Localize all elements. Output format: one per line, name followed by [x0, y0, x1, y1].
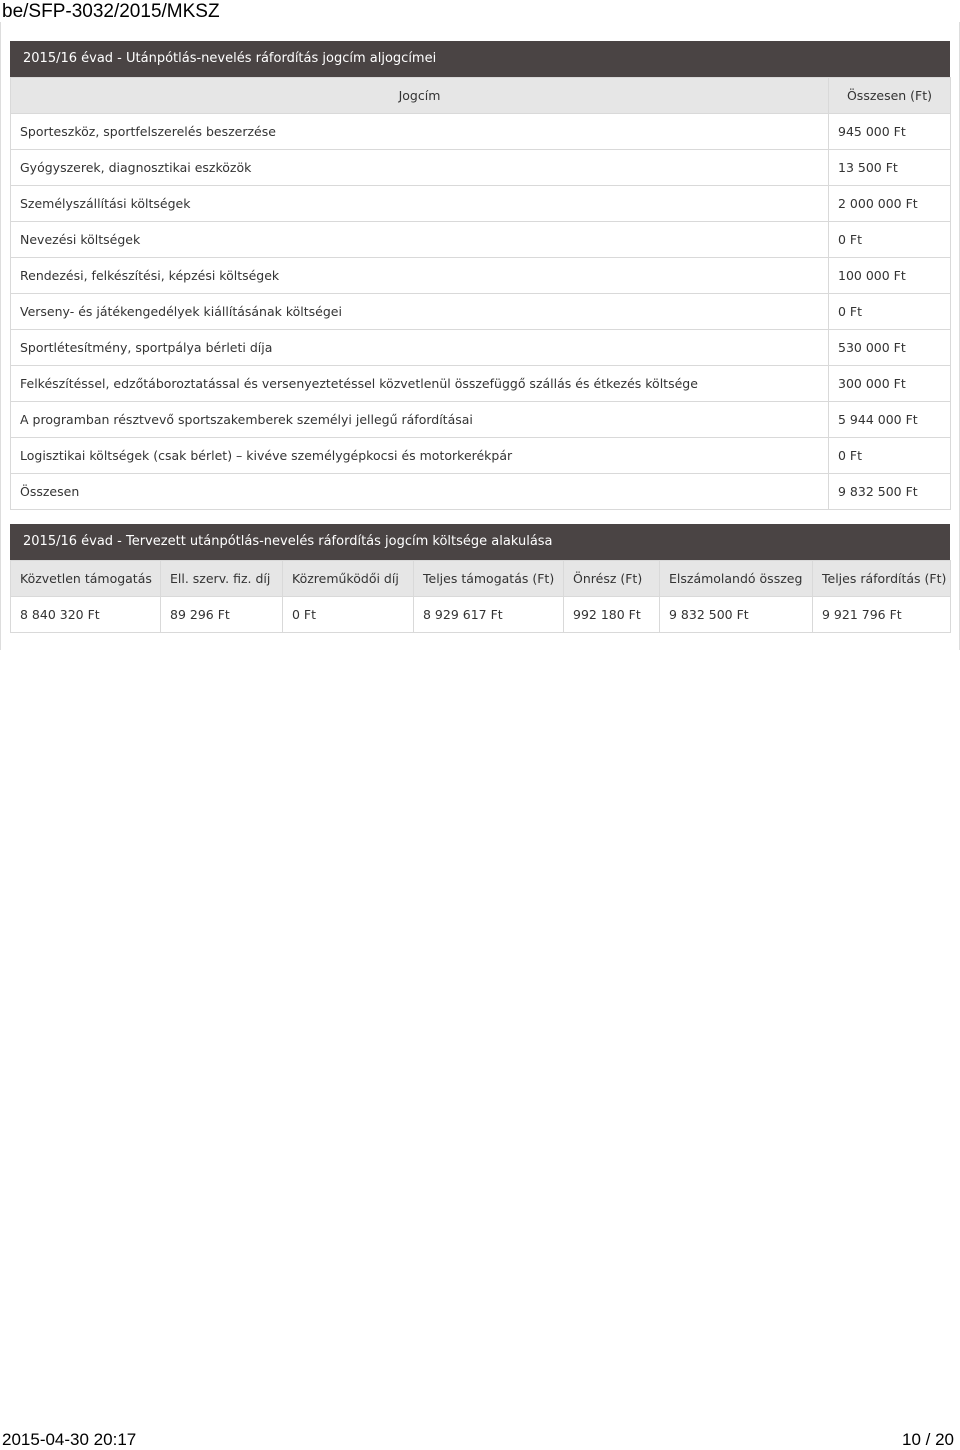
- table-row: [11, 222, 951, 258]
- cell-jogcim: Személyszállítási költségek: [11, 186, 829, 222]
- cell-total: 100 000 Ft: [829, 258, 951, 294]
- table-row: [11, 474, 951, 510]
- cell-jogcim: Nevezési költségek: [11, 222, 829, 258]
- document-id: be/SFP-3032/2015/MKSZ: [2, 1, 220, 22]
- table-row: [11, 438, 951, 474]
- cell-total: 300 000 Ft: [829, 366, 951, 402]
- column-header: Közreműködői díj: [283, 561, 414, 597]
- table-row: [11, 597, 951, 633]
- table-row: [11, 402, 951, 438]
- column-header-total: Összesen (Ft): [829, 78, 951, 114]
- print-timestamp: 2015-04-30 20:17: [2, 1430, 137, 1449]
- cell-jogcim: Verseny- és játékengedélyek kiállításának költségei: [11, 294, 829, 330]
- cell-total: 0 Ft: [829, 438, 951, 474]
- cell-jogcim: Logisztikai költségek (csak bérlet) – kivéve személygépkocsi és motorkerékpár: [11, 438, 829, 474]
- table-cell: 8 929 617 Ft: [414, 597, 564, 633]
- table-row: [11, 114, 951, 150]
- section-title-subheadings: 2015/16 évad - Utánpótlás-nevelés ráfordítás jogcím aljogcímei: [10, 41, 950, 77]
- cell-jogcim: A programban résztvevő sportszakemberek személyi jellegű ráfordításai: [11, 402, 829, 438]
- cell-total: 5 944 000 Ft: [829, 402, 951, 438]
- table-header-row: [11, 78, 951, 114]
- subheadings-table: [10, 77, 951, 510]
- section-title-cost-breakdown: 2015/16 évad - Tervezett utánpótlás-nevelés ráfordítás jogcím költsége alakulása: [10, 524, 950, 560]
- column-header: Közvetlen támogatás: [11, 561, 161, 597]
- cell-jogcim: Gyógyszerek, diagnosztikai eszközök: [11, 150, 829, 186]
- column-header: Teljes ráfordítás (Ft): [813, 561, 951, 597]
- column-header: Teljes támogatás (Ft): [414, 561, 564, 597]
- table-cell: 992 180 Ft: [564, 597, 660, 633]
- cell-jogcim: Rendezési, felkészítési, képzési költségek: [11, 258, 829, 294]
- cell-jogcim: Sporteszköz, sportfelszerelés beszerzése: [11, 114, 829, 150]
- page-number: 10 / 20: [902, 1430, 954, 1449]
- table-cell: 0 Ft: [283, 597, 414, 633]
- cost-breakdown-table: [10, 560, 951, 633]
- cell-jogcim: Sportlétesítmény, sportpálya bérleti díja: [11, 330, 829, 366]
- cell-total: 0 Ft: [829, 222, 951, 258]
- column-header: Elszámolandó összeg: [660, 561, 813, 597]
- cell-total: 9 832 500 Ft: [829, 474, 951, 510]
- table-row: [11, 258, 951, 294]
- table-cell: 9 832 500 Ft: [660, 597, 813, 633]
- table-row: [11, 186, 951, 222]
- cell-total: 2 000 000 Ft: [829, 186, 951, 222]
- cell-jogcim: Felkészítéssel, edzőtáboroztatással és versenyeztetéssel közvetlenül összefüggő szállás és étkezés költsége: [11, 366, 829, 402]
- table-row: [11, 294, 951, 330]
- table-cell: 89 296 Ft: [161, 597, 283, 633]
- cell-jogcim: Összesen: [11, 474, 829, 510]
- table-cell: 9 921 796 Ft: [813, 597, 951, 633]
- table-row: [11, 150, 951, 186]
- table-row: [11, 366, 951, 402]
- table-row: [11, 330, 951, 366]
- column-header: Ell. szerv. fiz. díj: [161, 561, 283, 597]
- column-header-jogcim: Jogcím: [11, 78, 829, 114]
- table-header-row: [11, 561, 951, 597]
- column-header: Önrész (Ft): [564, 561, 660, 597]
- cell-total: 530 000 Ft: [829, 330, 951, 366]
- cell-total: 0 Ft: [829, 294, 951, 330]
- cell-total: 13 500 Ft: [829, 150, 951, 186]
- table-cell: 8 840 320 Ft: [11, 597, 161, 633]
- cell-total: 945 000 Ft: [829, 114, 951, 150]
